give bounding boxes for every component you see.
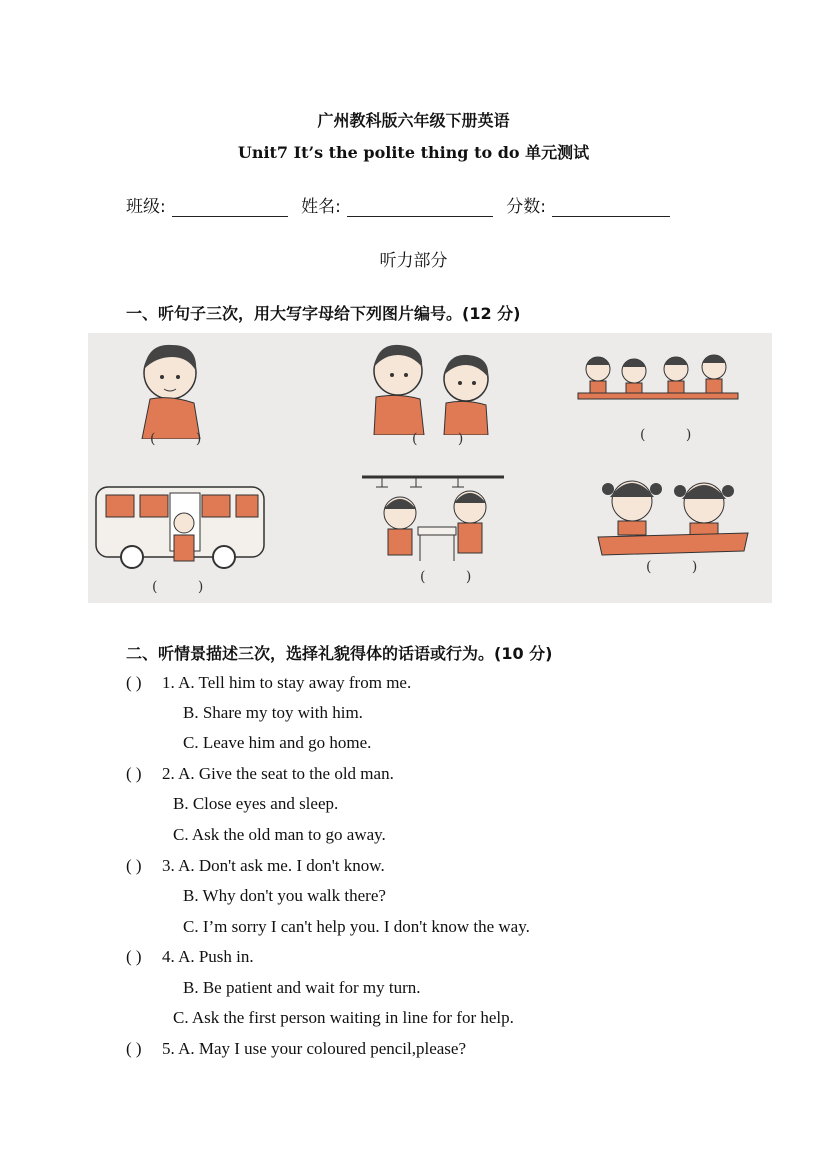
option-c: C. Ask the old man to go away. [173, 825, 386, 844]
question-number: 2. [162, 764, 175, 783]
picture-answer-slot[interactable]: ( ) [152, 579, 222, 595]
girls-desk-picture [592, 467, 752, 563]
boy-picture [128, 339, 218, 439]
answer-bracket[interactable]: ( ) [126, 947, 142, 966]
question-number: 4. [162, 947, 175, 966]
class-blank[interactable] [172, 198, 288, 217]
option-b: B. Close eyes and sleep. [173, 794, 339, 813]
student-info-row [126, 192, 678, 217]
option-b: B. Share my toy with him. [183, 703, 363, 722]
name-label: 姓名: [301, 197, 341, 217]
picture-answer-slot[interactable]: ( ) [640, 427, 710, 443]
children-bench-picture [572, 347, 742, 417]
question-5 [126, 1039, 466, 1059]
option-b: B. Why don't you walk there? [183, 886, 386, 905]
picture-answer-slot[interactable]: ( ) [150, 431, 220, 447]
option-c: C. I’m sorry I can't help you. I don't know the way. [183, 917, 530, 936]
score-blank[interactable] [552, 198, 670, 217]
answer-bracket[interactable]: ( ) [126, 1039, 142, 1058]
question-number: 5. [162, 1039, 175, 1058]
question-number: 1. [162, 673, 175, 692]
option-a: A. Don't ask me. I don't know. [178, 856, 385, 875]
section-title: 听力部分 [379, 251, 448, 271]
question-2 [126, 764, 394, 784]
bus-picture [92, 483, 268, 575]
option-c: C. Ask the first person waiting in line for for help. [173, 1008, 514, 1027]
option-a: A. Tell him to stay away from me. [178, 673, 412, 692]
two-boys-picture [364, 339, 504, 435]
option-b: B. Be patient and wait for my turn. [183, 978, 421, 997]
answer-bracket[interactable]: ( ) [126, 673, 142, 692]
seat-picture [358, 471, 508, 567]
option-a: A. May I use your coloured pencil,please? [178, 1039, 467, 1058]
option-a: A. Give the seat to the old man. [178, 764, 394, 783]
score-label: 分数: [506, 197, 547, 217]
option-a: A. Push in. [178, 947, 254, 966]
answer-bracket[interactable]: ( ) [126, 856, 142, 875]
part1-heading: 一、听句子三次，用大写字母给下列图片编号。(12 分) [126, 304, 521, 323]
page-subtitle: Unit7 It’s the polite thing to do 单元测试 [237, 143, 590, 162]
question-3 [126, 856, 385, 876]
picture-answer-slot[interactable]: ( ) [646, 559, 716, 575]
page-title: 广州教科版六年级下册英语 [317, 111, 510, 130]
question-number: 3. [162, 856, 175, 875]
answer-bracket[interactable]: ( ) [126, 764, 142, 783]
picture-answer-slot[interactable]: ( ) [420, 569, 490, 585]
picture-answer-slot[interactable]: ( ) [412, 431, 482, 447]
option-c: C. Leave him and go home. [183, 733, 372, 752]
part2-heading: 二、听情景描述三次，选择礼貌得体的话语或行为。(10 分) [126, 644, 553, 663]
class-label: 班级: [126, 197, 166, 217]
question-4 [126, 947, 254, 967]
picture-panel [88, 333, 772, 603]
name-blank[interactable] [347, 198, 493, 217]
question-1 [126, 673, 411, 693]
